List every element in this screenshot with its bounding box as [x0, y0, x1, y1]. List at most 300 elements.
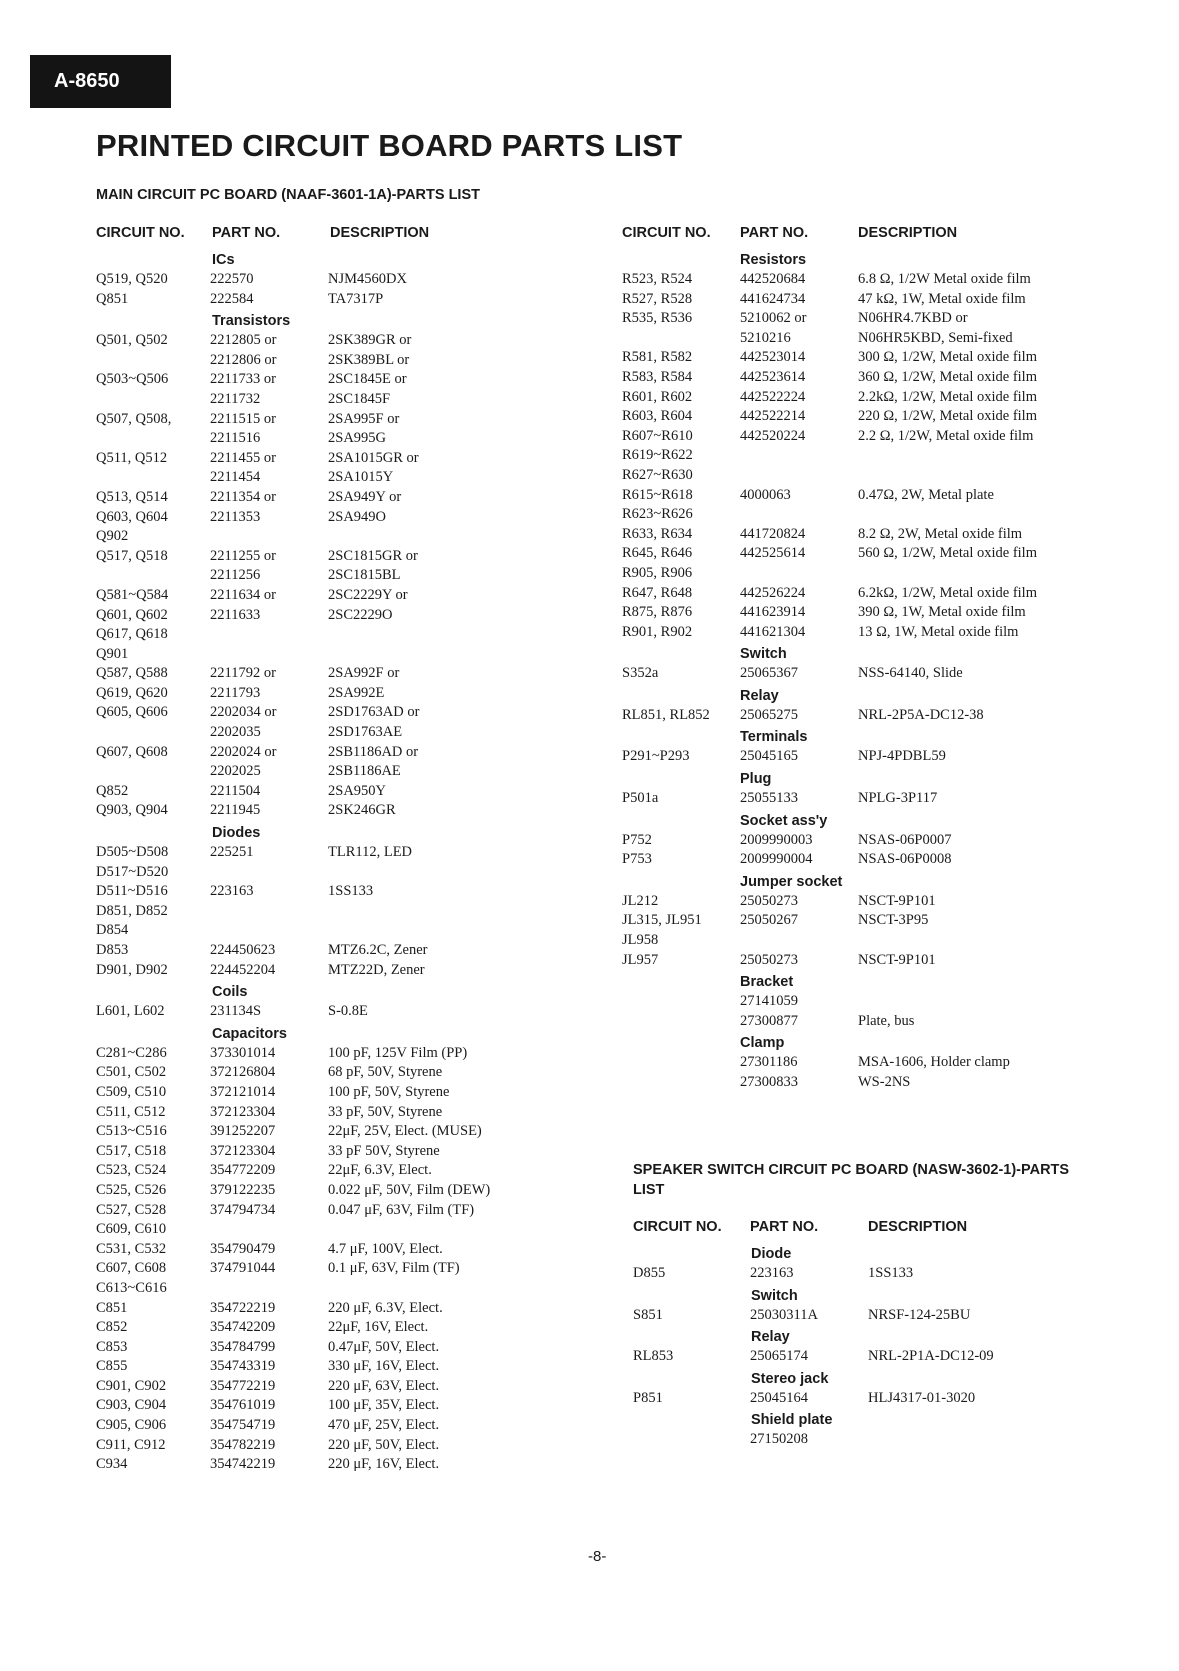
- table-row: [622, 486, 1037, 506]
- table-row: [96, 290, 490, 310]
- description-cell: 6.8 Ω, 1/2W Metal oxide film: [858, 271, 1031, 287]
- circuit-no-cell: [96, 429, 210, 449]
- description-cell: 220 Ω, 1/2W, Metal oxide film: [858, 408, 1037, 425]
- table-row: [96, 645, 490, 665]
- part-no-cell: 2211515 or: [210, 410, 276, 427]
- circuit-no-cell: [622, 329, 740, 349]
- circuit-no-header: CIRCUIT NO.: [622, 225, 711, 241]
- description-cell: 220 μF, 50V, Elect.: [328, 1436, 440, 1453]
- part-no-cell: 373301014: [210, 1044, 276, 1061]
- group-heading: Switch: [751, 1287, 798, 1304]
- left-parts-table: [96, 219, 490, 1475]
- table-row: [622, 931, 1037, 951]
- table-row: [622, 623, 1037, 643]
- description-cell: 220 μF, 16V, Elect.: [328, 1456, 440, 1473]
- table-row: [622, 951, 1037, 971]
- page-number: -8-: [588, 1548, 607, 1565]
- circuit-no-cell: C934: [96, 1456, 128, 1473]
- part-no-cell: 442525614: [740, 545, 806, 562]
- table-row: [96, 1240, 490, 1260]
- table-row: [96, 1220, 490, 1240]
- group-heading: Jumper socket: [740, 873, 843, 890]
- part-no-cell: [210, 1279, 328, 1299]
- table-row: [622, 564, 1037, 584]
- part-no-cell: 2211256: [210, 567, 261, 584]
- group-heading: Bracket: [740, 974, 794, 991]
- circuit-no-cell: C905, C906: [96, 1417, 167, 1434]
- group-heading: Relay: [740, 687, 779, 704]
- part-no-cell: [210, 625, 328, 645]
- part-no-cell: [740, 505, 858, 525]
- circuit-no-cell: D854: [96, 922, 129, 939]
- part-no-header: PART NO.: [740, 225, 809, 241]
- table-row: [96, 370, 490, 390]
- description-cell: 2SA950Y: [328, 782, 387, 799]
- table-row: [96, 762, 490, 782]
- description-cell: 100 pF, 50V, Styrene: [328, 1083, 450, 1100]
- group-heading: Switch: [740, 646, 787, 663]
- table-row: [96, 684, 490, 704]
- table-row: [96, 743, 490, 763]
- circuit-no-cell: [96, 723, 210, 743]
- table-row: [622, 1053, 1037, 1073]
- circuit-no-cell: C281~C286: [96, 1044, 167, 1061]
- group-heading: Terminals: [740, 729, 808, 746]
- circuit-no-cell: C609, C610: [96, 1221, 167, 1238]
- circuit-no-cell: D901, D902: [96, 961, 168, 978]
- part-no-cell: 442522224: [740, 388, 806, 405]
- description-cell: 1SS133: [868, 1265, 914, 1281]
- part-no-cell: 372123304: [210, 1142, 276, 1159]
- description-cell: 2SK246GR: [328, 802, 396, 819]
- part-no-cell: 2211633: [210, 606, 261, 623]
- part-no-cell: 2202025: [210, 763, 261, 780]
- description-cell: TLR112, LED: [328, 844, 413, 861]
- part-no-cell: 25045164: [750, 1389, 808, 1406]
- description-cell: 22μF, 6.3V, Elect.: [328, 1162, 432, 1179]
- description-cell: 1SS133: [328, 883, 374, 900]
- part-no-cell: 441720824: [740, 525, 806, 542]
- circuit-no-cell: C851: [96, 1299, 128, 1316]
- table-row: [96, 1338, 490, 1358]
- description-cell: 220 μF, 6.3V, Elect.: [328, 1299, 443, 1316]
- table-row: [96, 547, 490, 567]
- circuit-no-cell: Q601, Q602: [96, 606, 168, 623]
- description-cell: 2SC1815BL: [328, 567, 401, 584]
- part-no-cell: 379122235: [210, 1181, 276, 1198]
- part-no-cell: 354743319: [210, 1358, 276, 1375]
- description-cell: 470 μF, 25V, Elect.: [328, 1417, 440, 1434]
- table-row: [96, 429, 490, 449]
- part-no-cell: 25065367: [740, 665, 798, 682]
- circuit-no-cell: P753: [622, 851, 652, 868]
- description-cell: 2SD1763AE: [328, 724, 403, 741]
- part-no-cell: 442523014: [740, 349, 806, 366]
- part-no-cell: 25065174: [750, 1348, 808, 1365]
- group-heading: Coils: [212, 984, 248, 1001]
- circuit-no-cell: [622, 1053, 740, 1073]
- part-no-cell: 441621304: [740, 623, 806, 640]
- part-no-cell: 2211454: [210, 469, 261, 486]
- description-cell: 2SA949Y or: [328, 488, 402, 505]
- part-no-cell: 222584: [210, 290, 254, 307]
- group-heading: ICs: [212, 252, 235, 268]
- description-cell: 330 μF, 16V, Elect.: [328, 1358, 440, 1375]
- table-row: [622, 329, 1037, 349]
- circuit-no-cell: JL212: [622, 892, 659, 909]
- part-no-cell: 2211353: [210, 508, 261, 525]
- description-cell: 2SK389BL or: [328, 351, 410, 368]
- description-cell: 2SB1186AE: [328, 763, 401, 780]
- circuit-no-cell: R619~R622: [622, 447, 693, 464]
- circuit-no-cell: C527, C528: [96, 1201, 167, 1218]
- description-cell: 100 μF, 35V, Elect.: [328, 1397, 440, 1414]
- circuit-no-cell: R583, R584: [622, 368, 693, 385]
- circuit-no-cell: R535, R536: [622, 310, 693, 327]
- table-row: [96, 1063, 490, 1083]
- description-cell: NJM4560DX: [328, 271, 407, 287]
- circuit-no-cell: C517, C518: [96, 1142, 167, 1159]
- table-row: [96, 508, 490, 528]
- part-no-cell: [210, 863, 328, 883]
- description-cell: N06HR5KBD, Semi-fixed: [858, 329, 1013, 346]
- circuit-no-cell: Q501, Q502: [96, 332, 168, 349]
- group-heading: Clamp: [740, 1035, 785, 1052]
- table-row: [96, 488, 490, 508]
- part-no-cell: 2211504: [210, 782, 261, 799]
- description-cell: 0.47Ω, 2W, Metal plate: [858, 486, 994, 503]
- table-row: [96, 1142, 490, 1162]
- table-row: [622, 270, 1037, 290]
- group-heading: Transistors: [212, 313, 291, 330]
- description-cell: NSCT-9P101: [858, 951, 936, 968]
- page-title: PRINTED CIRCUIT BOARD PARTS LIST: [96, 128, 683, 163]
- circuit-no-cell: [622, 992, 740, 1012]
- table-row: [96, 1299, 490, 1319]
- table-header: [622, 219, 1037, 241]
- description-cell: NSS-64140, Slide: [858, 665, 963, 682]
- table-row: [633, 1347, 994, 1367]
- table-row: [622, 427, 1037, 447]
- circuit-no-cell: C607, C608: [96, 1260, 167, 1277]
- part-no-cell: 5210216: [740, 329, 791, 346]
- circuit-no-cell: Q503~Q506: [96, 371, 169, 388]
- table-row: [622, 831, 1037, 851]
- description-cell: N06HR4.7KBD or: [858, 310, 968, 327]
- part-no-cell: 2212806 or: [210, 351, 277, 368]
- part-no-cell: 25050273: [740, 892, 798, 909]
- description-cell: 6.2kΩ, 1/2W, Metal oxide film: [858, 584, 1037, 601]
- circuit-no-cell: [96, 468, 210, 488]
- circuit-no-cell: R627~R630: [622, 466, 693, 483]
- description-cell: NRL-2P5A-DC12-38: [858, 706, 984, 723]
- part-no-cell: 442523614: [740, 368, 806, 385]
- circuit-no-cell: Q617, Q618: [96, 626, 168, 643]
- group-heading: Diodes: [212, 825, 261, 842]
- description-cell: 100 pF, 125V Film (PP): [328, 1044, 468, 1061]
- part-no-cell: 374794734: [210, 1201, 276, 1218]
- description-cell: 33 pF, 50V, Styrene: [328, 1103, 443, 1120]
- table-row: [622, 706, 1037, 726]
- circuit-no-cell: Q901: [96, 645, 129, 662]
- circuit-no-cell: P291~P293: [622, 748, 690, 765]
- table-header: [633, 1213, 994, 1235]
- group-heading: Relay: [751, 1329, 790, 1346]
- description-cell: NSCT-3P95: [858, 912, 929, 929]
- table-row: [96, 410, 490, 430]
- circuit-no-cell: C903, C904: [96, 1397, 167, 1414]
- table-row: [96, 566, 490, 586]
- description-cell: 300 Ω, 1/2W, Metal oxide film: [858, 349, 1037, 366]
- circuit-no-cell: RL853: [633, 1348, 674, 1365]
- circuit-no-header: CIRCUIT NO.: [633, 1219, 722, 1235]
- circuit-no-cell: [96, 762, 210, 782]
- part-no-cell: 27301186: [740, 1054, 798, 1071]
- table-row: [633, 1389, 994, 1409]
- table-row: [96, 586, 490, 606]
- description-cell: 2SC2229O: [328, 606, 393, 623]
- circuit-no-cell: C901, C902: [96, 1377, 167, 1394]
- part-no-cell: 222570: [210, 271, 254, 287]
- description-cell: 2SD1763AD or: [328, 704, 420, 721]
- description-cell: 2.2 Ω, 1/2W, Metal oxide film: [858, 427, 1034, 444]
- part-no-cell: 2211455 or: [210, 449, 276, 466]
- description-header: DESCRIPTION: [858, 225, 958, 241]
- circuit-no-cell: Q507, Q508,: [96, 410, 172, 427]
- circuit-no-cell: Q903, Q904: [96, 802, 168, 819]
- part-no-cell: 441623914: [740, 604, 806, 621]
- table-row: [96, 1002, 490, 1022]
- table-row: [96, 1083, 490, 1103]
- table-row: [96, 625, 490, 645]
- circuit-no-cell: C852: [96, 1319, 128, 1336]
- part-no-cell: 2202024 or: [210, 743, 277, 760]
- table-row: [96, 843, 490, 863]
- table-header: [96, 219, 490, 241]
- table-row: [96, 1259, 490, 1279]
- circuit-no-cell: R527, R528: [622, 290, 693, 307]
- circuit-no-cell: P752: [622, 831, 652, 848]
- table-row: [96, 941, 490, 961]
- description-cell: Plate, bus: [858, 1012, 915, 1029]
- table-row: [622, 368, 1037, 388]
- description-cell: MTZ6.2C, Zener: [328, 942, 428, 958]
- part-no-cell: 2211516: [210, 430, 261, 447]
- description-cell: 4.7 μF, 100V, Elect.: [328, 1240, 443, 1257]
- part-no-cell: 2202034 or: [210, 704, 277, 721]
- table-row: [96, 882, 490, 902]
- description-cell: 2SA1015Y: [328, 469, 394, 486]
- table-row: [96, 961, 490, 981]
- table-row: [96, 468, 490, 488]
- table-row: [622, 789, 1037, 809]
- table-row: [622, 603, 1037, 623]
- circuit-no-cell: L601, L602: [96, 1003, 165, 1020]
- description-cell: NRL-2P1A-DC12-09: [868, 1348, 994, 1365]
- circuit-no-cell: R603, R604: [622, 408, 693, 425]
- circuit-no-cell: C853: [96, 1338, 128, 1355]
- speaker-board-subtitle: SPEAKER SWITCH CIRCUIT PC BOARD (NASW-3602-1)-PARTS LIST: [633, 1162, 1070, 1198]
- circuit-no-cell: R875, R876: [622, 604, 693, 621]
- part-no-cell: 391252207: [210, 1123, 276, 1140]
- circuit-no-cell: Q605, Q606: [96, 704, 168, 721]
- part-no-cell: 354782219: [210, 1436, 276, 1453]
- circuit-no-cell: R601, R602: [622, 388, 693, 405]
- part-no-cell: 224450623: [210, 942, 276, 958]
- table-row: [96, 270, 490, 290]
- description-cell: 220 μF, 63V, Elect.: [328, 1377, 440, 1394]
- circuit-no-cell: Q852: [96, 782, 129, 799]
- table-row: [96, 1357, 490, 1377]
- part-no-cell: 354742219: [210, 1456, 276, 1473]
- part-no-cell: [210, 921, 328, 941]
- table-row: [96, 331, 490, 351]
- table-row: [96, 449, 490, 469]
- part-no-cell: 25055133: [740, 790, 798, 807]
- circuit-no-cell: C501, C502: [96, 1064, 167, 1081]
- description-cell: 2.2kΩ, 1/2W, Metal oxide film: [858, 388, 1037, 405]
- part-no-header: PART NO.: [212, 225, 281, 241]
- part-no-cell: 372121014: [210, 1083, 276, 1100]
- circuit-no-cell: S851: [633, 1306, 663, 1323]
- description-cell: 13 Ω, 1W, Metal oxide film: [858, 623, 1019, 640]
- table-row: [96, 782, 490, 802]
- table-row: [96, 1436, 490, 1456]
- part-no-cell: 2211945: [210, 802, 261, 819]
- table-row: [633, 1430, 994, 1450]
- part-no-cell: 223163: [210, 883, 254, 900]
- description-cell: TA7317P: [328, 290, 384, 307]
- part-no-cell: 27141059: [740, 993, 798, 1010]
- circuit-no-cell: R647, R648: [622, 584, 693, 601]
- part-no-cell: 2211733 or: [210, 371, 276, 388]
- part-no-cell: 25065275: [740, 706, 798, 723]
- description-cell: 2SC2229Y or: [328, 586, 408, 603]
- description-cell: 2SA995G: [328, 430, 387, 447]
- circuit-no-cell: R905, R906: [622, 564, 693, 581]
- table-row: [96, 1103, 490, 1123]
- part-no-cell: 27150208: [750, 1431, 808, 1448]
- description-cell: NPLG-3P117: [858, 790, 938, 807]
- table-row: [96, 351, 490, 371]
- part-no-cell: 442522214: [740, 408, 806, 425]
- table-row: [622, 747, 1037, 767]
- circuit-no-cell: Q619, Q620: [96, 684, 168, 701]
- description-cell: NSAS-06P0007: [858, 831, 952, 848]
- circuit-no-cell: Q603, Q604: [96, 508, 168, 525]
- part-no-cell: [740, 446, 858, 466]
- description-cell: MSA-1606, Holder clamp: [858, 1054, 1010, 1071]
- part-no-cell: 25045165: [740, 748, 798, 765]
- part-no-cell: [740, 564, 858, 584]
- circuit-no-cell: Q513, Q514: [96, 488, 168, 505]
- part-no-cell: 2009990003: [740, 831, 813, 848]
- group-heading: Capacitors: [212, 1025, 287, 1042]
- part-no-cell: 25050267: [740, 912, 798, 929]
- description-cell: S-0.8E: [328, 1003, 368, 1020]
- table-row: [622, 525, 1037, 545]
- table-row: [96, 390, 490, 410]
- table-row: [96, 1318, 490, 1338]
- circuit-no-cell: C509, C510: [96, 1083, 167, 1100]
- table-row: [96, 1377, 490, 1397]
- part-no-cell: 354784799: [210, 1338, 276, 1355]
- description-cell: 2SC1845E or: [328, 371, 407, 388]
- part-no-cell: [210, 527, 328, 547]
- part-no-cell: 25030311A: [750, 1306, 818, 1323]
- description-cell: MTZ22D, Zener: [328, 961, 425, 978]
- table-row: [633, 1306, 994, 1326]
- description-cell: NPJ-4PDBL59: [858, 748, 946, 765]
- circuit-no-cell: [96, 390, 210, 410]
- speaker-parts-table: [633, 1213, 994, 1450]
- part-no-cell: 354754719: [210, 1417, 276, 1434]
- circuit-no-cell: [96, 351, 210, 371]
- circuit-no-cell: Q517, Q518: [96, 547, 168, 564]
- model-tag: A-8650: [30, 55, 171, 108]
- group-heading: Plug: [740, 771, 772, 788]
- circuit-no-cell: R523, R524: [622, 271, 693, 287]
- table-row: [96, 606, 490, 626]
- description-cell: WS-2NS: [858, 1074, 911, 1090]
- circuit-no-cell: C513~C516: [96, 1123, 167, 1140]
- description-cell: 2SK389GR or: [328, 332, 412, 349]
- part-no-cell: 25050273: [740, 951, 798, 968]
- circuit-no-cell: JL315, JL951: [622, 912, 702, 929]
- description-cell: 2SB1186AD or: [328, 743, 419, 760]
- circuit-no-cell: C855: [96, 1358, 128, 1375]
- part-no-cell: 231134S: [210, 1003, 262, 1020]
- circuit-no-cell: C523, C524: [96, 1162, 167, 1179]
- part-no-cell: 372123304: [210, 1103, 276, 1120]
- table-row: [96, 1044, 490, 1064]
- part-no-cell: 354790479: [210, 1240, 276, 1257]
- part-no-cell: 224452204: [210, 961, 276, 978]
- description-cell: HLJ4317-01-3020: [868, 1389, 976, 1406]
- table-row: [622, 1012, 1037, 1032]
- table-row: [622, 505, 1037, 525]
- description-header: DESCRIPTION: [330, 225, 430, 241]
- circuit-no-cell: C531, C532: [96, 1240, 167, 1257]
- table-row: [622, 309, 1037, 329]
- description-cell: 8.2 Ω, 2W, Metal oxide film: [858, 525, 1023, 542]
- description-cell: 22μF, 16V, Elect.: [328, 1319, 429, 1336]
- circuit-no-cell: R901, R902: [622, 623, 693, 640]
- part-no-cell: 2211634 or: [210, 586, 276, 603]
- part-no-cell: 354761019: [210, 1397, 276, 1414]
- circuit-no-cell: Q587, Q588: [96, 665, 168, 682]
- table-row: [96, 1416, 490, 1436]
- circuit-no-cell: D511~D516: [96, 883, 168, 900]
- circuit-no-cell: C511, C512: [96, 1103, 166, 1120]
- part-no-cell: [210, 645, 328, 665]
- table-row: [622, 446, 1037, 466]
- circuit-no-cell: R581, R582: [622, 349, 693, 366]
- description-cell: 2SA1015GR or: [328, 449, 419, 466]
- table-row: [96, 902, 490, 922]
- table-row: [622, 992, 1037, 1012]
- part-no-cell: [740, 466, 858, 486]
- circuit-no-cell: D505~D508: [96, 844, 169, 861]
- circuit-no-cell: D853: [96, 942, 129, 958]
- part-no-cell: 2211792 or: [210, 665, 276, 682]
- part-no-cell: 354772219: [210, 1377, 276, 1394]
- right-parts-table: [622, 219, 1037, 1093]
- circuit-no-cell: D851, D852: [96, 902, 168, 919]
- table-row: [96, 1181, 490, 1201]
- part-no-cell: 354722219: [210, 1299, 276, 1316]
- description-cell: 2SA992E: [328, 684, 385, 701]
